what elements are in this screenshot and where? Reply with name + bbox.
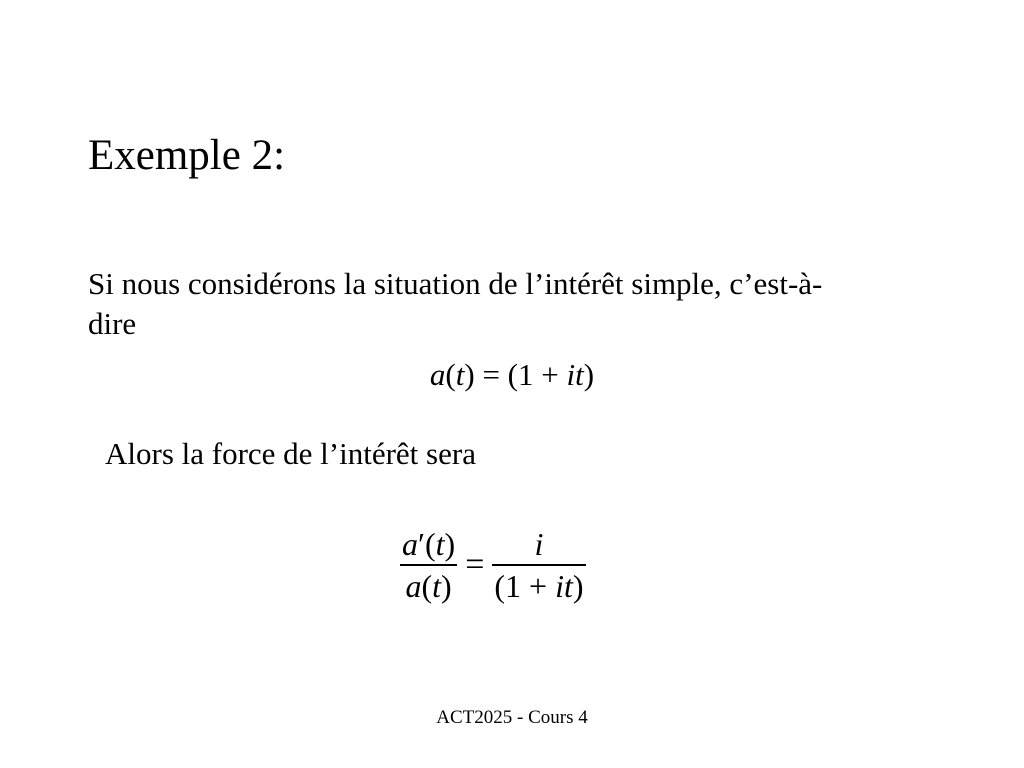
force-of-interest-text: Alors la force de l’intérêt sera — [105, 436, 476, 471]
eq1-middle: ) = (1 + — [464, 357, 567, 392]
lhs-num-t: t — [435, 526, 445, 562]
eq1-it: it — [566, 357, 584, 392]
lhs-fraction — [400, 528, 457, 602]
slide-footer: ACT2025 - Cours 4 — [436, 707, 588, 728]
rhs-den-open: (1 + — [494, 568, 556, 604]
lhs-denominator — [404, 566, 454, 602]
lhs-numerator — [400, 528, 457, 564]
lhs-num-close: ) — [444, 526, 456, 562]
slide-title: Exemple 2: — [88, 132, 286, 179]
lhs-den-open: ( — [421, 568, 433, 604]
lhs-num-open: ( — [425, 526, 436, 562]
lhs-den-a: a — [405, 568, 422, 604]
paragraph-line-1: Si nous considérons la situation de l’intérêt simple, c’est-à- — [88, 266, 823, 301]
rhs-denominator — [492, 566, 585, 602]
intro-paragraph — [88, 264, 918, 344]
lhs-den-close: ) — [441, 568, 452, 604]
eq1-close: ) — [583, 357, 595, 392]
simple-interest-equation — [0, 355, 1024, 395]
force-of-interest-equation — [400, 528, 586, 602]
paragraph-line-2: dire — [88, 306, 137, 341]
rhs-numerator — [533, 528, 546, 564]
rhs-den-it: it — [555, 568, 573, 604]
rhs-den-close: ) — [572, 568, 584, 604]
rhs-fraction — [492, 528, 585, 602]
eq1-a: a — [429, 357, 446, 392]
rhs-num-i: i — [534, 526, 544, 562]
eq1-open: ( — [445, 357, 456, 392]
lhs-num-prime: ′ — [418, 526, 425, 562]
eq1-t: t — [455, 357, 465, 392]
lhs-den-t: t — [432, 568, 442, 604]
lhs-num-a: a — [402, 526, 418, 562]
equals-sign: = — [465, 546, 485, 583]
